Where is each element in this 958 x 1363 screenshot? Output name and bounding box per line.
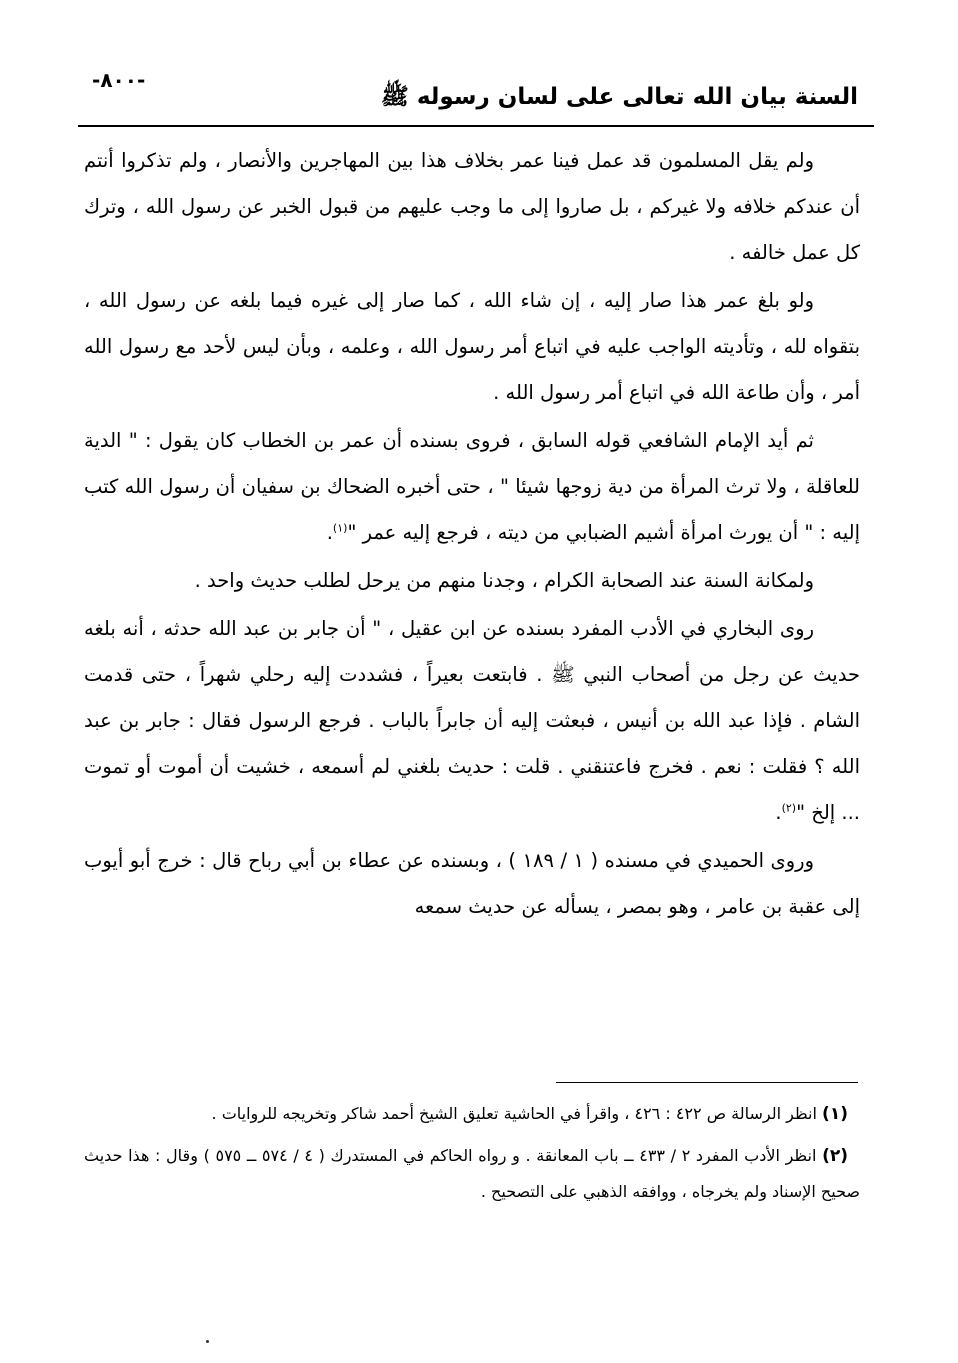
paragraph-3-text: ثم أيد الإمام الشافعي قوله السابق ، فروى بسنده أن عمر بن الخطاب كان يقول : " الدية للعاقلة ، ولا ترث المرأة من دية زوجها شيئا " ، حتى أخبره الضحاك بن سفيان أن رسول الله كتب إليه : " أن يورث امرأة أشيم الضبابي من ديته ، فرجع إليه عمر " — [84, 429, 860, 544]
paragraph-1: ولم يقل المسلمون قد عمل فينا عمر بخلاف هذا بين المهاجرين والأنصار ، ولم تذكروا أنتم أن عندكم خلافه ولا غيركم ، بل صاروا إلى ما وجب عليهم من قبول الخبر عن رسول الله ، وترك كل عمل خالفه . — [84, 149, 860, 264]
running-title: السنة بيان الله تعالى على لسان رسوله ﷺ — [381, 84, 858, 110]
header-rule — [78, 125, 874, 127]
paragraph-2: ولو بلغ عمر هذا صار إليه ، إن شاء الله ، كما صار إلى غيره فيما بلغه عن رسول الله ، بتقواه لله ، وتأديته الواجب عليه في اتباع أمر رسول الله ، وعلمه ، وبأن ليس لأحد مع رسول الله أمر ، وأن طاعة الله في اتباع أمر رسول الله . — [84, 289, 860, 404]
paragraph-5 — [84, 606, 860, 836]
paragraph-4: ولمكانة السنة عند الصحابة الكرام ، وجدنا منهم من يرحل لطلب حديث واحد . — [194, 569, 814, 592]
paragraph-3 — [84, 418, 860, 556]
footnote-ref-2: (٢) — [781, 801, 797, 815]
paragraph-6: وروى الحميدي في مسنده ( ١ / ١٨٩ ) ، وبسنده عن عطاء بن أبي رباح قال : خرج أبو أيوب إلى عقبة بن عامر ، وهو بمصر ، يسأله عن حديث سمعه — [84, 849, 860, 918]
footnote-ref-1: (١) — [332, 521, 348, 535]
page-number: -٨٠٠- — [92, 68, 146, 92]
paragraph-3-end: . — [326, 521, 333, 544]
footnote-1-marker: (١) — [822, 1104, 848, 1124]
paragraph-5-text: روى البخاري في الأدب المفرد بسنده عن ابن عقيل ، " أن جابر بن عبد الله حدثه ، أنه بلغه حديث عن رجل من أصحاب النبي ﷺ . فابتعت بعيراً ، فشددت إليه رحلي شهراً ، حتى قدمت الشام . فإذا عبد الله بن أنيس ، فبعثت إليه أن جابراً بالباب . فرجع الرسول فقال : جابر بن عبد الله ؟ فقلت : نعم . فخرج فاعتنقني . قلت : حديث بلغني لم أسمعه ، خشيت أن أموت أو تموت ... إلخ " — [84, 617, 860, 824]
stray-dot — [206, 1340, 209, 1343]
body-text — [84, 138, 860, 932]
footnote-2 — [84, 1138, 860, 1210]
footnotes — [84, 1096, 860, 1216]
footnote-2-marker: (٢) — [822, 1146, 849, 1166]
footnote-rule — [556, 1082, 858, 1083]
footnote-1 — [84, 1096, 860, 1132]
footnote-2-text: انظر الأدب المفرد ٢ / ٤٣٣ ــ باب المعانقة . و رواه الحاكم في المستدرك ( ٤ / ٥٧٤ ــ ٥٧٥ ) وقال : هذا حديث صحيح الإسناد ولم يخرجاه ، ووافقه الذهبي على التصحيح . — [84, 1146, 860, 1201]
footnote-1-text: انظر الرسالة ص ٤٢٢ : ٤٢٦ ، واقرأ في الحاشية تعليق الشيخ أحمد شاكر وتخريجه للروايات . — [211, 1104, 817, 1123]
paragraph-5-end: . — [775, 801, 782, 824]
